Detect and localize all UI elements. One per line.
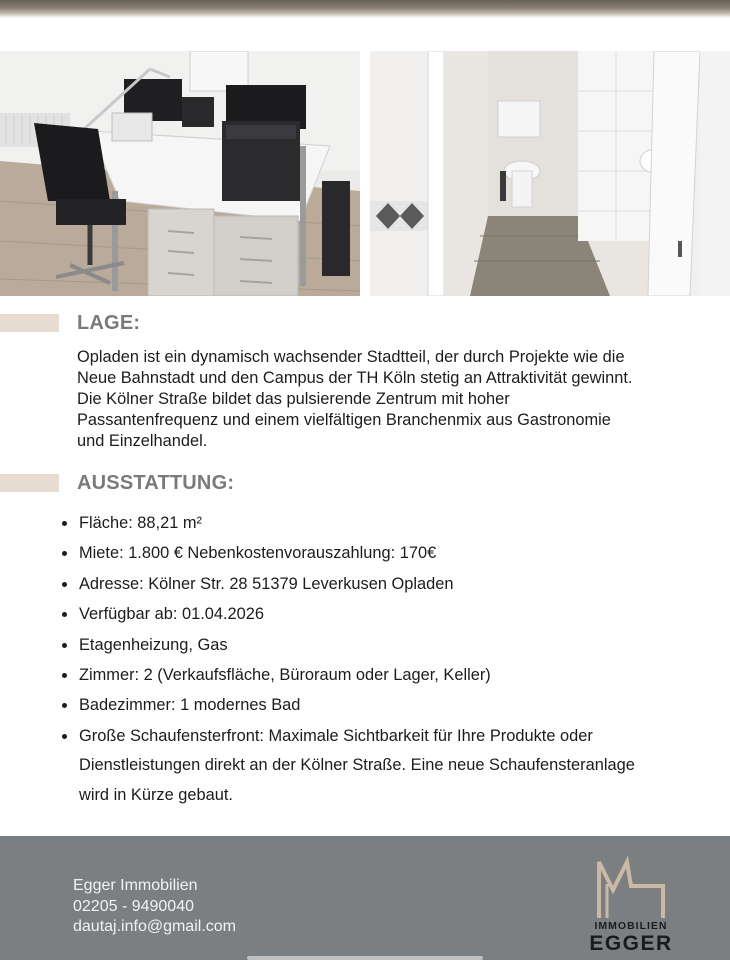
list-item: • Fläche: 88,21 m² [79, 508, 659, 538]
list-item: • Badezimmer: 1 modernes Bad [79, 690, 659, 720]
footer [0, 836, 730, 960]
logo-text-egger: EGGER [589, 932, 673, 955]
location-heading: LAGE: [77, 312, 141, 334]
egger-logo [583, 856, 679, 956]
equipment-heading: AUSSTATTUNG: [77, 472, 235, 494]
phone-number[interactable]: 02205 - 9490040 [73, 897, 194, 915]
list-item: • Zimmer: 2 (Verkaufsfläche, Büroraum oder Lager, Keller) [79, 660, 659, 690]
section-accent-bar-equipment [0, 474, 59, 492]
section-accent-bar-location [0, 314, 59, 332]
home-indicator [247, 956, 483, 960]
contact-info [73, 876, 236, 938]
top-header-strip [0, 0, 730, 18]
list-item: • Adresse: Kölner Str. 28 51379 Leverkusen Opladen [79, 569, 659, 599]
location-description: Opladen ist ein dynamisch wachsender Stadtteil, der durch Projekte wie die Neue Bahnstadt und den Campus der TH Köln stetig an Attraktivität gewinnt. Die Kölner Straße bildet das pulsierende Zentrum mit hoher Passantenfrequenz und einem vielfältigen Branchenmix aus Gastronomie und Einzelhandel. [77, 348, 633, 450]
email-address[interactable]: dautaj.info@gmail.com [73, 918, 236, 935]
company-name: Egger Immobilien [73, 877, 198, 894]
list-item: • Verfügbar ab: 01.04.2026 [79, 599, 659, 629]
bathroom-photo [370, 51, 730, 296]
logo-roofline-icon [583, 856, 679, 920]
logo-text-immobilien: IMMOBILIEN [594, 920, 668, 932]
list-item: • Miete: 1.800 € Nebenkostenvorauszahlung: 170€ [79, 538, 659, 568]
office-photo [0, 51, 360, 296]
equipment-list [54, 508, 659, 810]
list-item: • Etagenheizung, Gas [79, 630, 659, 660]
list-item: • Große Schaufensterfront: Maximale Sichtbarkeit für Ihre Produkte oder Dienstleistungen direkt an der Kölner Straße. Eine neue Schaufensteranlage wird in Kürze gebaut. [79, 721, 659, 810]
